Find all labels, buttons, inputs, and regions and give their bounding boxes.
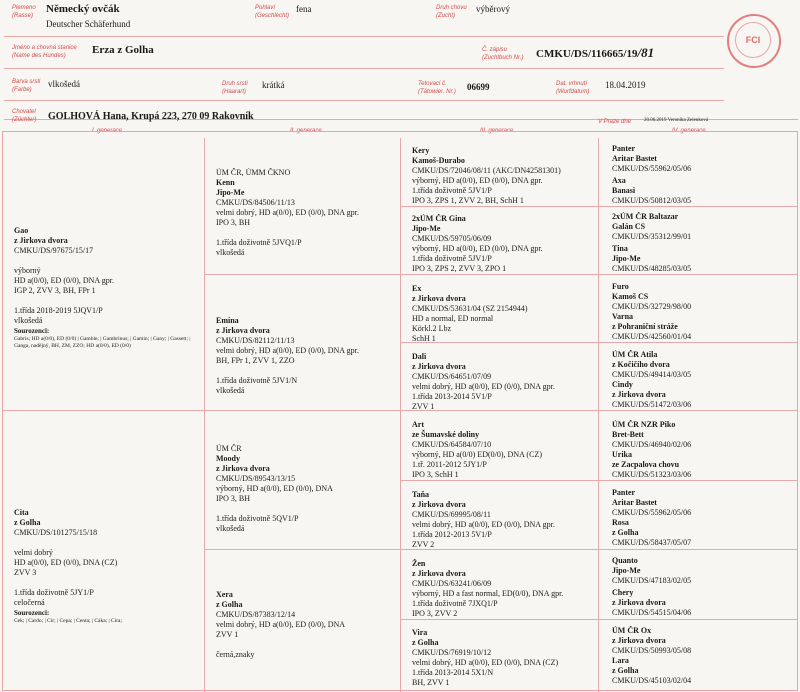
- gen4-cell-11: Panter Aritar Bastet CMKU/DS/55962/05/06: [612, 488, 692, 517]
- vrh-label: Dat. vrhnutí (Wurfdatum): [556, 81, 590, 95]
- tetovani-value: 06699: [467, 82, 490, 92]
- barva-label: Barva srsti (Farbe): [12, 79, 41, 93]
- gen4-cell-5: Furo Kamoš CS CMKU/DS/32729/98/00: [612, 282, 692, 311]
- gen3-cell-1: Kery Kamoš-Durabo CMKU/DS/72046/08/11 (AKC/DN42581301) výborný, HD a(0/0), ED (0/0), DNA gpr. 1.třída doživotně 5JV1/P IPO 3, ZPS 1, ZVV 2, BH, SchH 1: [412, 146, 561, 205]
- gen4-cell-15: ÚM ČR Ox z Jirkova dvora CMKU/DS/50993/05/08: [612, 626, 692, 655]
- druh-chovu-label: Druh chovu (Zucht): [436, 5, 467, 19]
- gen4-cell-4: Tina Jipo-Me CMKU/DS/48285/03/05: [612, 244, 692, 273]
- gen3-cell-8: Vira z Golha CMKU/DS/76919/10/12 velmi dobrý, HD a(0/0), ED (0/0), DNA (CZ) 1.třída 2013-2014 5X1/N BH, ZVV 1: [412, 628, 559, 687]
- vrh-value: 18.04.2019: [605, 80, 646, 90]
- gen3-cell-6: Taňa z Jirkova dvora CMKU/DS/69995/08/11 velmi dobrý, HD a(0/0), ED (0/0), DNA gpr. 1.třída 2012-2013 5V1/P ZVV 2: [412, 490, 555, 549]
- druh-srsti-label: Druh srsti (Haarart): [222, 81, 248, 95]
- gen1-sire: Gao z Jirkova dvora CMKU/DS/97675/15/17 výborný HD a(0/0), ED (0/0), DNA gpr. IGP 2, ZVV 3, BH, FPr 1 1.třída 2018-2019 5JQV1/P vlkošedá Sourozenci: Gabris; HD a(0/0), ED (0/0) | Gamble; | Gambrinus; | Gamin; | Gany; | Gassett; | Ganga, nadějný, BH, ZM, ZZO; HD a(0/0), ED (0/0): [14, 226, 191, 349]
- gen-label-2: II. generace: [290, 128, 322, 134]
- gen-label-4: IV. generace: [672, 128, 706, 134]
- gen3-cell-7: Žen z Jirkova dvora CMKU/DS/63241/06/09 výborný, HD a fast normal, ED(0/0), DNA gpr. 1.třída doživotně 7JXQ1/P IPO 3, ZVV 2: [412, 559, 564, 618]
- gen4-cell-1: Panter Aritar Bastet CMKU/DS/55962/05/06: [612, 144, 692, 173]
- gen-label-1: I. generace: [92, 128, 123, 134]
- jmeno-value: Erza z Golha: [92, 44, 154, 56]
- gen4-cell-13: Quanto Jipo-Me CMKU/DS/47183/02/05: [612, 556, 692, 585]
- druh-srsti-value: krátká: [262, 80, 285, 90]
- gen3-cell-4: Dali z Jirkova dvora CMKU/DS/64651/07/09 velmi dobrý, HD a(0/0), ED (0/0), DNA gpr. 1.třída 2013-2014 5V1/P ZVV 1: [412, 352, 555, 411]
- gen4-cell-2: Axa Banasi CMKU/DS/50812/03/05: [612, 176, 692, 205]
- plemeno-value-de: Deutscher Schäferhund: [46, 19, 131, 29]
- plemeno-value: Německý ovčák: [46, 3, 120, 15]
- gen2-cell-3: ÚM ČR Moody z Jirkova dvora CMKU/DS/89543/13/15 výborný, HD a(0/0), ED (0/0), DNA IPO 3, BH 1.třída doživotně 5QV1/P vlkošedá: [216, 444, 333, 533]
- plemeno-label: Plemeno (Rasse): [12, 5, 36, 19]
- gen3-cell-5: Art ze Šumavské doliny CMKU/DS/64584/07/10 výborný, HD a(0/0) ED(0/0), DNA (CZ) 1.tř. 2011-2012 5JY1/P IPO 3, SchH 1: [412, 420, 542, 479]
- gen1-dam: Cita z Golha CMKU/DS/101275/15/18 velmi dobrý HD a(0/0), ED (0/0), DNA (CZ) ZVV 3 1.třída doživotně 5JY1/P celočerná Sourozenci: Cek; | Cardo; | Cir; | Cepa; | Centa; | Cáka; | Cira;: [14, 508, 123, 624]
- barva-value: vlkošedá: [48, 79, 80, 89]
- gen4-cell-8: Cindy z Jirkova dvora CMKU/DS/51472/03/06: [612, 380, 692, 409]
- fci-seal-icon: [727, 14, 781, 68]
- jmeno-label: Jméno a chovná stanice (Name des Hundes): [12, 45, 77, 59]
- zapis-label: Č. zápisu (Zuchtbuch Nr.): [482, 47, 524, 61]
- chovatel-value: GOLHOVÁ Hana, Krupá 223, 270 09 Rakovník: [48, 111, 254, 122]
- gen3-cell-2: 2xÚM ČR Gina Jipo-Me CMKU/DS/59705/06/09 výborný, HD a(0/0), ED (0/0), DNA gpr. 1.třída doživotně 5JV1/P IPO 3, ZPS 2, ZVV 3, ZPO 1: [412, 214, 543, 273]
- gen4-cell-12: Rosa z Golha CMKU/DS/58437/05/07: [612, 518, 692, 547]
- gen4-cell-14: Chery z Jirkova dvora CMKU/DS/54515/04/06: [612, 588, 692, 617]
- gen4-cell-3: 2xÚM ČR Baltazar Galán CS CMKU/DS/35312/99/01: [612, 212, 692, 241]
- chovatel-label: Chovatel (Züchter): [12, 109, 37, 123]
- gen4-cell-7: ÚM ČR Atila z Kočičího dvora CMKU/DS/49414/03/05: [612, 350, 692, 379]
- zapis-value: CMKU/DS/116665/19/81: [536, 45, 655, 60]
- gen4-cell-16: Lara z Golha CMKU/DS/45103/02/04: [612, 656, 692, 685]
- praze-label: V Praze dne: [598, 119, 632, 125]
- gen2-cell-2: Emina z Jirkova dvora CMKU/DS/82112/11/13 velmi dobrý, HD a(0/0), ED (0/0), DNA gpr. BH, FPr 1, ZVV 1, ZZO 1.třída doživotně 5JV1/N vlkošedá: [216, 316, 359, 395]
- gen4-cell-10: Urika ze Zacpalova chovu CMKU/DS/51323/03/06: [612, 450, 692, 479]
- gen2-cell-4: Xera z Golha CMKU/DS/87383/12/14 velmi dobrý, HD a(0/0), ED (0/0), DNA ZVV 1 černá,znaky: [216, 590, 346, 659]
- tetovani-label: Tetovací č. (Tätowier. Nr.): [418, 81, 456, 95]
- pohlavi-value: fena: [296, 4, 312, 14]
- gen-label-3: III. generace: [480, 128, 514, 134]
- gen4-cell-9: ÚM ČR NZR Piko Bret-Bett CMKU/DS/46940/02/06: [612, 420, 692, 449]
- druh-chovu-value: výběrový: [476, 4, 510, 14]
- gen2-cell-1: ÚM ČR, ÚMM ČKNO Kenn Jipo-Me CMKU/DS/84506/11/13 velmi dobrý, HD a(0/0), ED (0/0), DNA gpr. IPO 3, BH 1.třída doživotně 5JVQ1/P vlkošedá: [216, 168, 359, 257]
- gen4-cell-6: Varna z Pohraniční stráže CMKU/DS/42560/01/04: [612, 312, 692, 341]
- praze-value: 20.06.2019 Veronika Zelenková: [644, 118, 709, 123]
- pohlavi-label: Pohlaví (Geschlecht): [255, 5, 290, 19]
- gen3-cell-3: Ex z Jirkova dvora CMKU/DS/53631/04 (SZ 2154944) HD a normal, ED normal Körkl.2 Lbz SchH 1: [412, 284, 528, 343]
- fci-seal-text: FCI: [735, 22, 771, 58]
